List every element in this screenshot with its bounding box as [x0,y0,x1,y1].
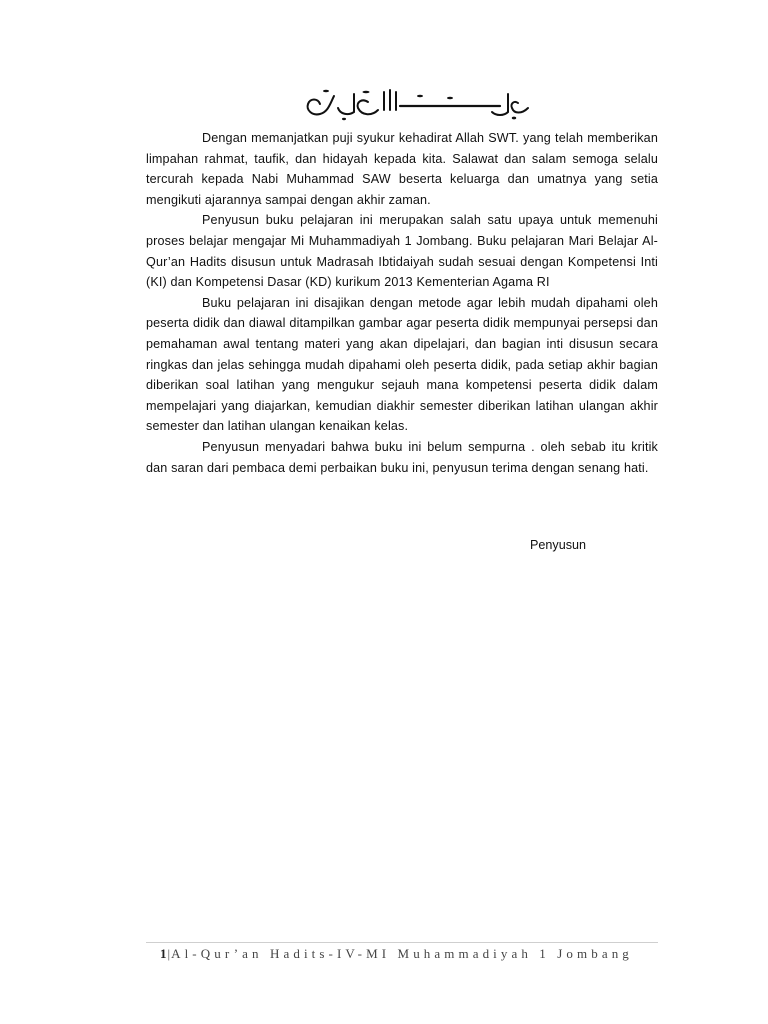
footer-divider [146,942,658,943]
footer-separator: | [167,946,172,961]
signature-author: Penyusun [530,538,587,552]
document-body [146,128,658,478]
paragraph-3: Buku pelajaran ini disajikan dengan metode agar lebih mudah dipahami oleh peserta didik dan diawal ditampilkan gambar agar peserta didik mempunyai persepsi dan pemahaman awal tentang materi yang akan dipelajari, dan bagian inti disusun secara ringkas dan jelas sehingga mudah dipahami oleh peserta didik, pada setiap akhir bagian diberikan soal latihan yang mengukur sejauh mana kompetensi peserta didik dalam mempelajari yang diajarkan, kemudian diakhir semester diberikan latihan ulangan akhir semester dan latihan ulangan kenaikan kelas. [146,295,658,434]
basmalah-calligraphy [300,86,532,122]
page-number: 1 [160,946,168,961]
paragraph-1: Dengan memanjatkan puji syukur kehadirat Allah SWT. yang telah memberikan limpahan rahmat, taufik, dan hidayah kepada kita. Salawat dan salam semoga selalu tercurah kepada Nabi Muhammad SAW beserta keluarga dan umatnya yang setia mengikuti ajarannya sampai dengan akhir zaman. [146,131,658,207]
footer-title: Al-Qur’an Hadits-IV-MI Muhammadiyah 1 Jombang [171,946,633,961]
page-footer [160,946,680,962]
paragraph-4: Penyusun menyadari bahwa buku ini belum sempurna . oleh sebab itu kritik dan saran dari pembaca demi perbaikan buku ini, penyusun terima dengan senang hati. [146,439,658,475]
paragraph-2: Penyusun buku pelajaran ini merupakan salah satu upaya untuk memenuhi proses belajar mengajar Mi Muhammadiyah 1 Jombang. Buku pelajaran Mari Belajar Al-Qur’an Hadits disusun untuk Madrasah Ibtidaiyah sudah sesuai dengan Kompetensi Inti (KI) dan Kompetensi Dasar (KD) kurikum 2013 Kementerian Agama RI [146,213,658,290]
